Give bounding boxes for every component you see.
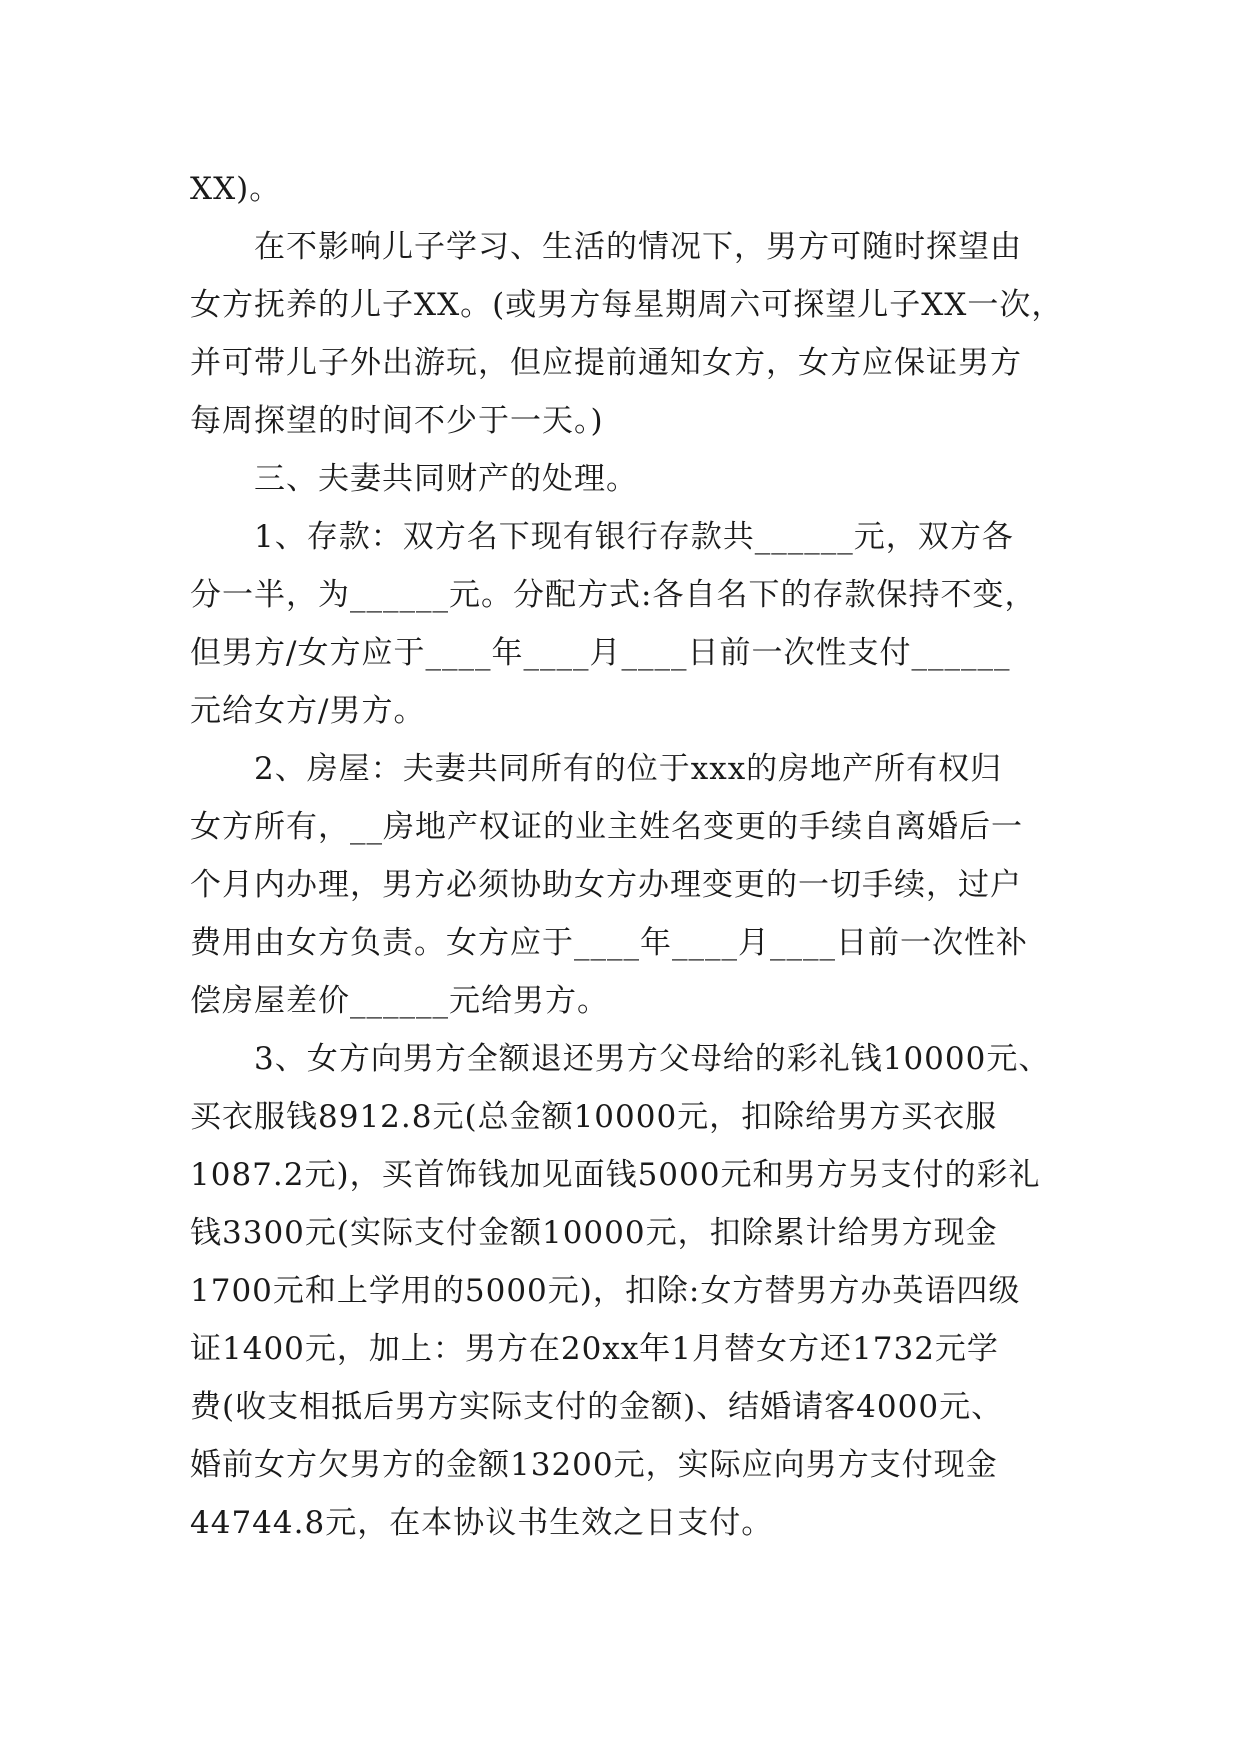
text-line: 每周探望的时间不少于一天。) — [190, 403, 604, 439]
text-line: 44744.8元，在本协议书生效之日支付。 — [190, 1505, 774, 1541]
text-line: 婚前女方欠男方的金额13200元，实际应向男方支付现金 — [190, 1447, 998, 1483]
text-line: 1、存款：双方名下现有银行存款共______元，双方各 — [254, 519, 1014, 555]
text-line: 2、房屋：夫妻共同所有的位于xxx的房地产所有权归 — [254, 751, 1003, 787]
text-line: 1087.2元)，买首饰钱加见面钱5000元和男方另支付的彩礼 — [190, 1157, 1041, 1193]
document-body — [190, 160, 1070, 1552]
text-line: 3、女方向男方全额退还男方父母给的彩礼钱10000元、 — [254, 1041, 1051, 1077]
text-line: 女方所有，__房地产权证的业主姓名变更的手续自离婚后一 — [190, 809, 1023, 845]
text-line: 分一半，为______元。分配方式:各自名下的存款保持不变， — [190, 577, 1037, 613]
text-line: 元给女方/男方。 — [190, 693, 426, 729]
text-line: 买衣服钱8912.8元(总金额10000元，扣除给男方买衣服 — [190, 1099, 998, 1135]
text-line: 费用由女方负责。女方应于____年____月____日前一次性补 — [190, 925, 1028, 961]
text-line: 个月内办理，男方必须协助女方办理变更的一切手续，过户 — [190, 867, 1022, 903]
text-line: 钱3300元(实际支付金额10000元，扣除累计给男方现金 — [190, 1215, 998, 1251]
text-line: 但男方/女方应于____年____月____日前一次性支付______ — [190, 635, 1011, 671]
text-line: XX)。 — [190, 171, 282, 207]
section-heading: 三、夫妻共同财产的处理。 — [254, 461, 638, 497]
text-line: 1700元和上学用的5000元)，扣除:女方替男方办英语四级 — [190, 1273, 1021, 1309]
text-line: 费(收支相抵后男方实际支付的金额)、结婚请客4000元、 — [190, 1389, 1004, 1425]
text-line: 在不影响儿子学习、生活的情况下，男方可随时探望由 — [254, 229, 1022, 265]
text-line: 证1400元，加上：男方在20xx年1月替女方还1732元学 — [190, 1331, 999, 1367]
text-line: 偿房屋差价______元给男方。 — [190, 983, 609, 1019]
text-line: 女方抚养的儿子XX。(或男方每星期周六可探望儿子XX一次， — [190, 287, 1064, 323]
text-line: 并可带儿子外出游玩，但应提前通知女方，女方应保证男方 — [190, 345, 1022, 381]
